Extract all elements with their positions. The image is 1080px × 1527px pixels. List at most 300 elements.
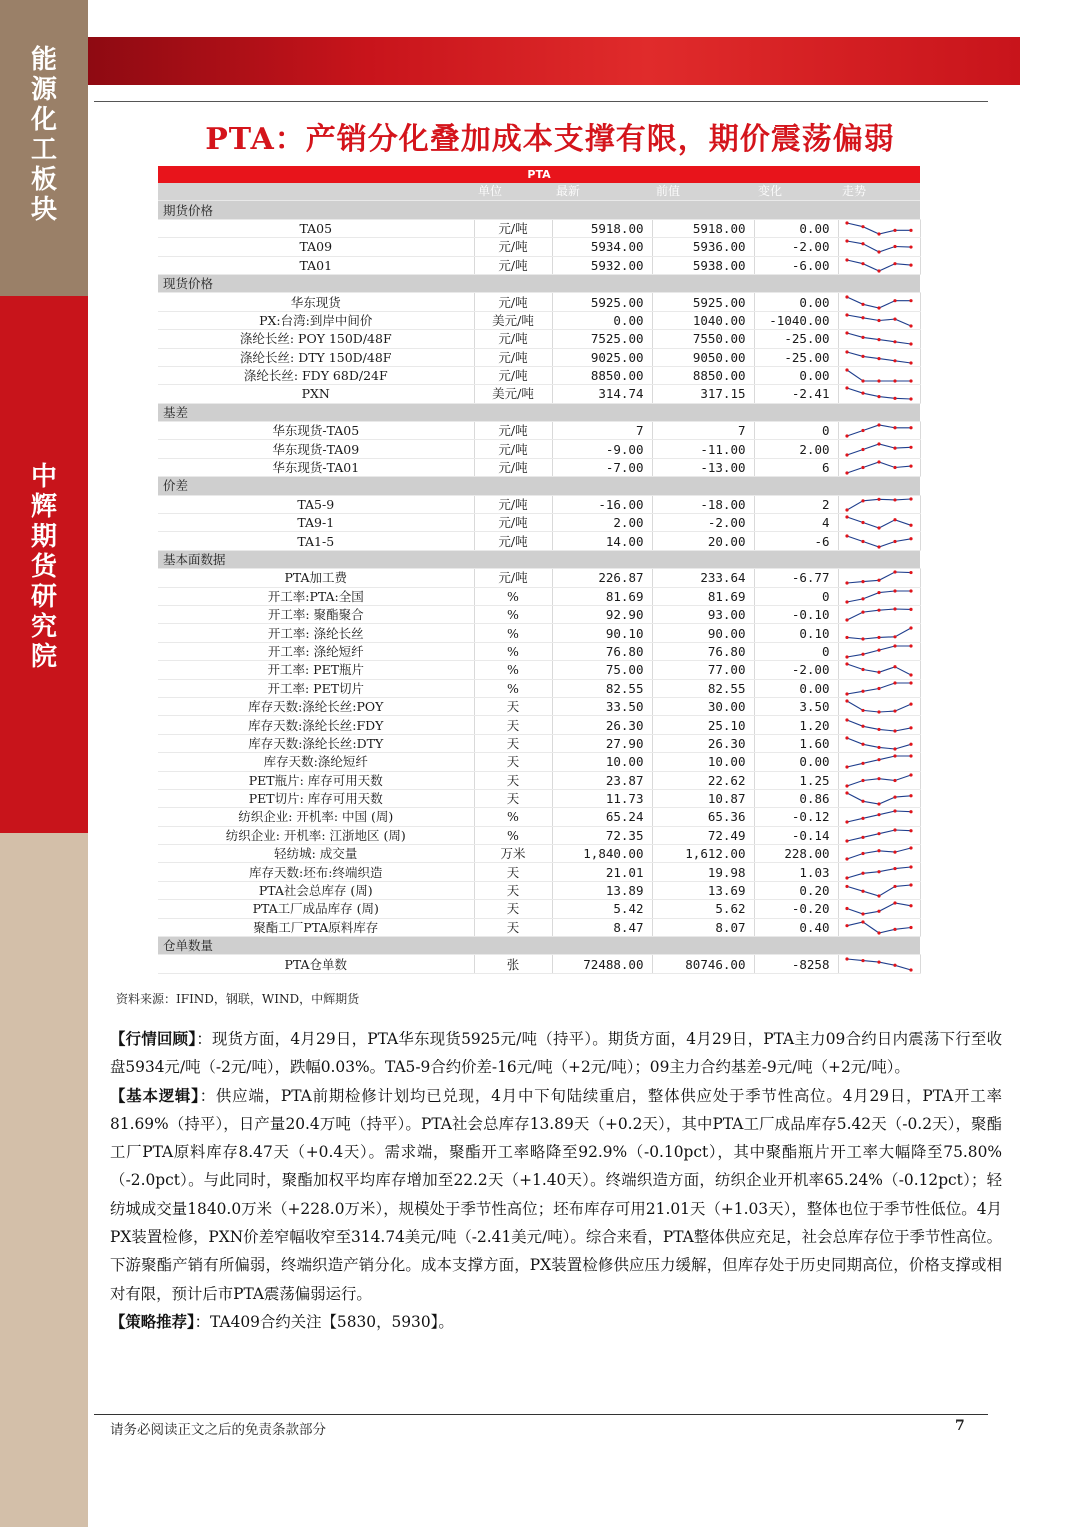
sparkline-point: [877, 442, 880, 445]
sparkline-point: [845, 600, 848, 603]
sparkline-point: [893, 317, 896, 320]
table-row: [158, 330, 920, 348]
table-row: [158, 458, 920, 476]
table-row: [158, 293, 920, 311]
row-unit: 元/吨: [474, 256, 552, 274]
table-row: [158, 440, 920, 458]
sparkline-point: [877, 894, 880, 897]
sparkline: [839, 790, 919, 807]
sparkline-point: [861, 689, 864, 692]
row-trend: [838, 697, 920, 715]
row-name: 涤纶长丝: DTY 150D/48F: [158, 348, 474, 366]
sparkline-point: [861, 302, 864, 305]
section-label: 基本面数据: [158, 550, 920, 568]
row-prev: 82.55: [652, 679, 754, 697]
row-prev: 22.62: [652, 771, 754, 789]
row-name: 纺织企业: 开机率: 中国 (周): [158, 808, 474, 826]
row-unit: 元/吨: [474, 422, 552, 440]
sparkline: [839, 882, 919, 899]
sparkline-point: [909, 703, 912, 706]
row-latest: 72.35: [552, 826, 652, 844]
sparkline-point: [909, 524, 912, 527]
row-unit: %: [474, 587, 552, 605]
market-review-text: ：现货方面，4月29日，PTA华东现货5925元/吨（持平）。期货方面，4月29日，PTA主力09合约日内震荡下行至收盘5934元/吨（-2元/吨），跌幅0.03%。TA5-9合约价差-16元/吨（+2元/吨）；09主力合约基差-9元/吨（+2元/吨）。: [110, 1030, 1002, 1077]
row-prev: 5936.00: [652, 238, 754, 256]
row-change: -6.77: [754, 569, 838, 587]
row-latest: 9025.00: [552, 348, 652, 366]
row-name: 华东现货-TA01: [158, 458, 474, 476]
row-trend: [838, 918, 920, 936]
sparkline-point: [861, 597, 864, 600]
row-trend: [838, 826, 920, 844]
sparkline: [839, 643, 919, 660]
sparkline-point: [845, 907, 848, 910]
sparkline-point: [909, 343, 912, 346]
sparkline-point: [845, 957, 848, 960]
sparkline: [839, 956, 919, 973]
row-latest: 33.50: [552, 697, 652, 715]
section-row: [158, 477, 920, 495]
sparkline-point: [845, 582, 848, 585]
sparkline: [839, 772, 919, 789]
sparkline: [839, 606, 919, 623]
sparkline-point: [861, 316, 864, 319]
section-label: 基差: [158, 403, 920, 421]
sparkline-point: [877, 498, 880, 501]
sparkline-point: [845, 885, 848, 888]
row-latest: 5918.00: [552, 219, 652, 237]
strategy-label: 【策略推荐】: [110, 1312, 195, 1331]
row-prev: 65.36: [652, 808, 754, 826]
sparkline-point: [909, 847, 912, 850]
pta-data-table: [158, 166, 921, 974]
sparkline-point: [909, 674, 912, 677]
sparkline-point: [893, 755, 896, 758]
sparkline-point: [877, 527, 880, 530]
sparkline: [839, 864, 919, 881]
row-prev: 25.10: [652, 716, 754, 734]
sparkline-point: [909, 794, 912, 797]
sparkline-point: [861, 852, 864, 855]
sparkline-point: [893, 571, 896, 574]
sparkline-line: [847, 811, 911, 822]
sparkline-point: [909, 883, 912, 886]
row-name: PTA仓单数: [158, 955, 474, 973]
column-header: 前值: [652, 183, 754, 201]
row-prev: 10.87: [652, 789, 754, 807]
sparkline-point: [845, 368, 848, 371]
row-unit: 天: [474, 716, 552, 734]
sparkline-point: [893, 710, 896, 713]
row-unit: %: [474, 661, 552, 679]
table-row: [158, 366, 920, 384]
basic-logic-label: 【基本逻辑】: [110, 1086, 200, 1105]
sparkline: [839, 220, 919, 237]
sparkline-point: [845, 700, 848, 703]
sparkline-point: [877, 746, 880, 749]
row-name: 华东现货-TA09: [158, 440, 474, 458]
row-prev: 20.00: [652, 532, 754, 550]
sparkline-point: [845, 924, 848, 927]
row-change: 0.00: [754, 366, 838, 384]
row-prev: 9050.00: [652, 348, 754, 366]
row-name: 开工率: 聚酯聚合: [158, 605, 474, 623]
table-row: [158, 789, 920, 807]
sparkline-point: [877, 338, 880, 341]
sparkline-line: [847, 444, 911, 455]
sparkline-line: [847, 241, 911, 252]
table-header-row: [158, 183, 920, 201]
row-latest: 21.01: [552, 863, 652, 881]
row-change: 0.40: [754, 918, 838, 936]
row-name: PET瓶片: 库存可用天数: [158, 771, 474, 789]
row-trend: [838, 845, 920, 863]
row-prev: 5918.00: [652, 219, 754, 237]
row-prev: -2.00: [652, 514, 754, 532]
sparkline-point: [893, 466, 896, 469]
sparkline-point: [893, 681, 896, 684]
sparkline-point: [893, 665, 896, 668]
sparkline-point: [861, 913, 864, 916]
row-unit: %: [474, 808, 552, 826]
row-latest: 7525.00: [552, 330, 652, 348]
row-change: 1.20: [754, 716, 838, 734]
row-name: 库存天数:涤纶短纤: [158, 753, 474, 771]
row-name: TA09: [158, 238, 474, 256]
sparkline-point: [861, 836, 864, 839]
sidebar-institute-block: [0, 296, 88, 833]
row-name: 聚酯工厂PTA原料库存: [158, 918, 474, 936]
table-row: [158, 219, 920, 237]
row-latest: 14.00: [552, 532, 652, 550]
row-prev: 8850.00: [652, 366, 754, 384]
row-trend: [838, 256, 920, 274]
row-name: TA1-5: [158, 532, 474, 550]
row-change: -25.00: [754, 330, 838, 348]
sparkline-point: [845, 736, 848, 739]
row-prev: -18.00: [652, 495, 754, 513]
sparkline-point: [909, 644, 912, 647]
header-rule: [94, 101, 988, 102]
sparkline-point: [845, 534, 848, 537]
row-name: PTA加工费: [158, 569, 474, 587]
row-latest: 5.42: [552, 900, 652, 918]
sparkline-point: [909, 811, 912, 814]
row-change: -25.00: [754, 348, 838, 366]
row-prev: 93.00: [652, 605, 754, 623]
row-name: PET切片: 库存可用天数: [158, 789, 474, 807]
row-unit: %: [474, 605, 552, 623]
sparkline: [839, 717, 919, 734]
row-name: TA5-9: [158, 495, 474, 513]
row-latest: 26.30: [552, 716, 652, 734]
sparkline-point: [845, 692, 848, 695]
row-latest: -7.00: [552, 458, 652, 476]
row-change: 3.50: [754, 697, 838, 715]
row-trend: [838, 348, 920, 366]
row-trend: [838, 808, 920, 826]
sparkline-point: [877, 545, 880, 548]
sparkline-point: [861, 243, 864, 246]
row-unit: 天: [474, 753, 552, 771]
row-prev: 317.15: [652, 385, 754, 403]
row-prev: 233.64: [652, 569, 754, 587]
sparkline: [839, 808, 919, 825]
row-unit: 元/吨: [474, 238, 552, 256]
table-row: [158, 238, 920, 256]
sparkline-point: [893, 446, 896, 449]
row-latest: 1,840.00: [552, 845, 652, 863]
sparkline-point: [909, 773, 912, 776]
sparkline-point: [861, 379, 864, 382]
sparkline-point: [861, 779, 864, 782]
row-name: TA9-1: [158, 514, 474, 532]
row-name: 涤纶长丝: POY 150D/48F: [158, 330, 474, 348]
row-change: -8258: [754, 955, 838, 973]
table-row: [158, 918, 920, 936]
row-latest: 76.80: [552, 642, 652, 660]
row-prev: 1040.00: [652, 311, 754, 329]
row-name: 涤纶长丝: FDY 68D/24F: [158, 366, 474, 384]
sparkline-line: [847, 756, 911, 767]
sparkline-line: [847, 223, 911, 234]
sparkline: [839, 496, 919, 513]
sparkline-line: [847, 922, 911, 933]
header-blank: [158, 183, 474, 201]
section-row: [158, 274, 920, 292]
sparkline-point: [861, 890, 864, 893]
sparkline-point: [845, 508, 848, 511]
row-prev: 7550.00: [652, 330, 754, 348]
source-note: 资料来源：IFIND，钢联，WIND，中辉期货: [116, 992, 360, 1006]
sparkline-point: [861, 521, 864, 524]
table-row: [158, 605, 920, 623]
sparkline-line: [847, 260, 911, 271]
row-unit: 张: [474, 955, 552, 973]
row-name: 纺织企业: 开机率: 江浙地区 (周): [158, 826, 474, 844]
row-unit: %: [474, 826, 552, 844]
row-name: 轻纺城: 成交量: [158, 845, 474, 863]
row-latest: 82.55: [552, 679, 652, 697]
section-label: 期货价格: [158, 201, 920, 219]
sparkline-line: [847, 370, 911, 381]
sparkline-line: [847, 793, 911, 804]
row-latest: 314.74: [552, 385, 652, 403]
row-trend: [838, 293, 920, 311]
row-unit: 元/吨: [474, 440, 552, 458]
sparkline-point: [909, 589, 912, 592]
row-latest: 8.47: [552, 918, 652, 936]
sparkline-line: [847, 425, 911, 436]
table-row: [158, 311, 920, 329]
sparkline-point: [877, 306, 880, 309]
row-change: 0.20: [754, 881, 838, 899]
sparkline-point: [845, 350, 848, 353]
sparkline-point: [893, 747, 896, 750]
row-trend: [838, 771, 920, 789]
row-latest: 23.87: [552, 771, 652, 789]
sparkline-point: [909, 299, 912, 302]
sparkline-line: [847, 536, 911, 547]
row-name: 库存天数:涤纶长丝:DTY: [158, 734, 474, 752]
row-unit: 天: [474, 697, 552, 715]
sparkline-point: [877, 635, 880, 638]
sparkline-point: [861, 466, 864, 469]
sparkline-point: [909, 865, 912, 868]
sparkline-point: [877, 870, 880, 873]
row-prev: 72.49: [652, 826, 754, 844]
table-row: [158, 569, 920, 587]
row-latest: -16.00: [552, 495, 652, 513]
row-prev: 30.00: [652, 697, 754, 715]
sparkline-line: [847, 830, 911, 841]
sparkline-point: [845, 655, 848, 658]
row-name: 库存天数:坯布:终端织造: [158, 863, 474, 881]
sparkline-point: [909, 445, 912, 448]
row-unit: 天: [474, 900, 552, 918]
commentary: [110, 1025, 1002, 1336]
table-row: [158, 716, 920, 734]
sidebar-section-block: [0, 0, 88, 296]
sparkline-point: [861, 800, 864, 803]
sparkline-point: [845, 791, 848, 794]
sparkline-point: [893, 902, 896, 905]
table-row: [158, 495, 920, 513]
sparkline-point: [909, 905, 912, 908]
sparkline-point: [877, 319, 880, 322]
sparkline-point: [877, 424, 880, 427]
row-latest: 10.00: [552, 753, 652, 771]
row-latest: 0.00: [552, 311, 652, 329]
row-latest: 90.10: [552, 624, 652, 642]
row-change: -6: [754, 532, 838, 550]
sparkline-point: [909, 379, 912, 382]
row-unit: 天: [474, 863, 552, 881]
sparkline-point: [861, 499, 864, 502]
sparkline: [839, 569, 919, 586]
sparkline-point: [877, 648, 880, 651]
row-name: 开工率:PTA:全国: [158, 587, 474, 605]
row-latest: 11.73: [552, 789, 652, 807]
sparkline-point: [909, 743, 912, 746]
sparkline-point: [861, 724, 864, 727]
sparkline-point: [861, 225, 864, 228]
sparkline-point: [861, 611, 864, 614]
sparkline-point: [877, 814, 880, 817]
sparkline-point: [877, 802, 880, 805]
sparkline-point: [893, 729, 896, 732]
page-number: 7: [955, 1418, 965, 1434]
row-unit: 元/吨: [474, 330, 552, 348]
row-unit: 万米: [474, 845, 552, 863]
table-row: [158, 532, 920, 550]
sparkline-point: [845, 876, 848, 879]
sparkline-point: [861, 336, 864, 339]
row-change: -0.14: [754, 826, 838, 844]
row-prev: 5.62: [652, 900, 754, 918]
table-row: [158, 661, 920, 679]
sparkline-point: [861, 959, 864, 962]
sparkline-point: [893, 229, 896, 232]
sparkline-point: [909, 497, 912, 500]
table-row: [158, 900, 920, 918]
sparkline-point: [909, 324, 912, 327]
row-trend: [838, 900, 920, 918]
sparkline-point: [893, 963, 896, 966]
table-row: [158, 624, 920, 642]
sparkline-point: [877, 960, 880, 963]
row-trend: [838, 330, 920, 348]
row-unit: 元/吨: [474, 514, 552, 532]
sparkline-point: [861, 817, 864, 820]
row-prev: 13.69: [652, 881, 754, 899]
row-latest: 75.00: [552, 661, 652, 679]
sparkline-point: [845, 295, 848, 298]
row-unit: %: [474, 679, 552, 697]
table-row: [158, 348, 920, 366]
table-row: [158, 587, 920, 605]
row-latest: 13.89: [552, 881, 652, 899]
sparkline: [839, 459, 919, 476]
footer-rule: [94, 1414, 988, 1415]
row-prev: 1,612.00: [652, 845, 754, 863]
row-prev: 81.69: [652, 587, 754, 605]
row-trend: [838, 440, 920, 458]
sparkline-point: [845, 258, 848, 261]
row-trend: [838, 311, 920, 329]
sparkline-point: [909, 681, 912, 684]
row-change: 0.00: [754, 679, 838, 697]
row-unit: 元/吨: [474, 532, 552, 550]
row-unit: 元/吨: [474, 458, 552, 476]
row-change: 0.10: [754, 624, 838, 642]
sparkline: [839, 698, 919, 715]
row-trend: [838, 219, 920, 237]
sparkline-point: [861, 709, 864, 712]
section-label: 仓单数量: [158, 937, 920, 955]
sparkline-point: [861, 580, 864, 583]
sparkline-point: [909, 608, 912, 611]
sparkline-point: [877, 232, 880, 235]
row-unit: %: [474, 624, 552, 642]
sparkline-line: [847, 517, 911, 528]
sparkline-point: [909, 398, 912, 401]
sparkline-point: [893, 867, 896, 870]
sparkline: [839, 625, 919, 642]
row-change: -0.20: [754, 900, 838, 918]
row-name: 库存天数:涤纶长丝:FDY: [158, 716, 474, 734]
table-row: [158, 826, 920, 844]
row-change: 0: [754, 422, 838, 440]
row-prev: 5925.00: [652, 293, 754, 311]
sparkline-line: [847, 462, 911, 473]
sparkline-point: [893, 379, 896, 382]
table-row: [158, 256, 920, 274]
row-name: 开工率: PET切片: [158, 679, 474, 697]
row-change: 4: [754, 514, 838, 532]
row-unit: 天: [474, 789, 552, 807]
sparkline-point: [893, 262, 896, 265]
row-latest: 226.87: [552, 569, 652, 587]
column-header: 最新: [552, 183, 652, 201]
market-review-label: 【行情回顾】: [110, 1030, 197, 1048]
sparkline: [839, 330, 919, 347]
sparkline-point: [845, 821, 848, 824]
sparkline-point: [877, 357, 880, 360]
sparkline-point: [861, 920, 864, 923]
sparkline-line: [847, 701, 911, 712]
sparkline-point: [909, 263, 912, 266]
